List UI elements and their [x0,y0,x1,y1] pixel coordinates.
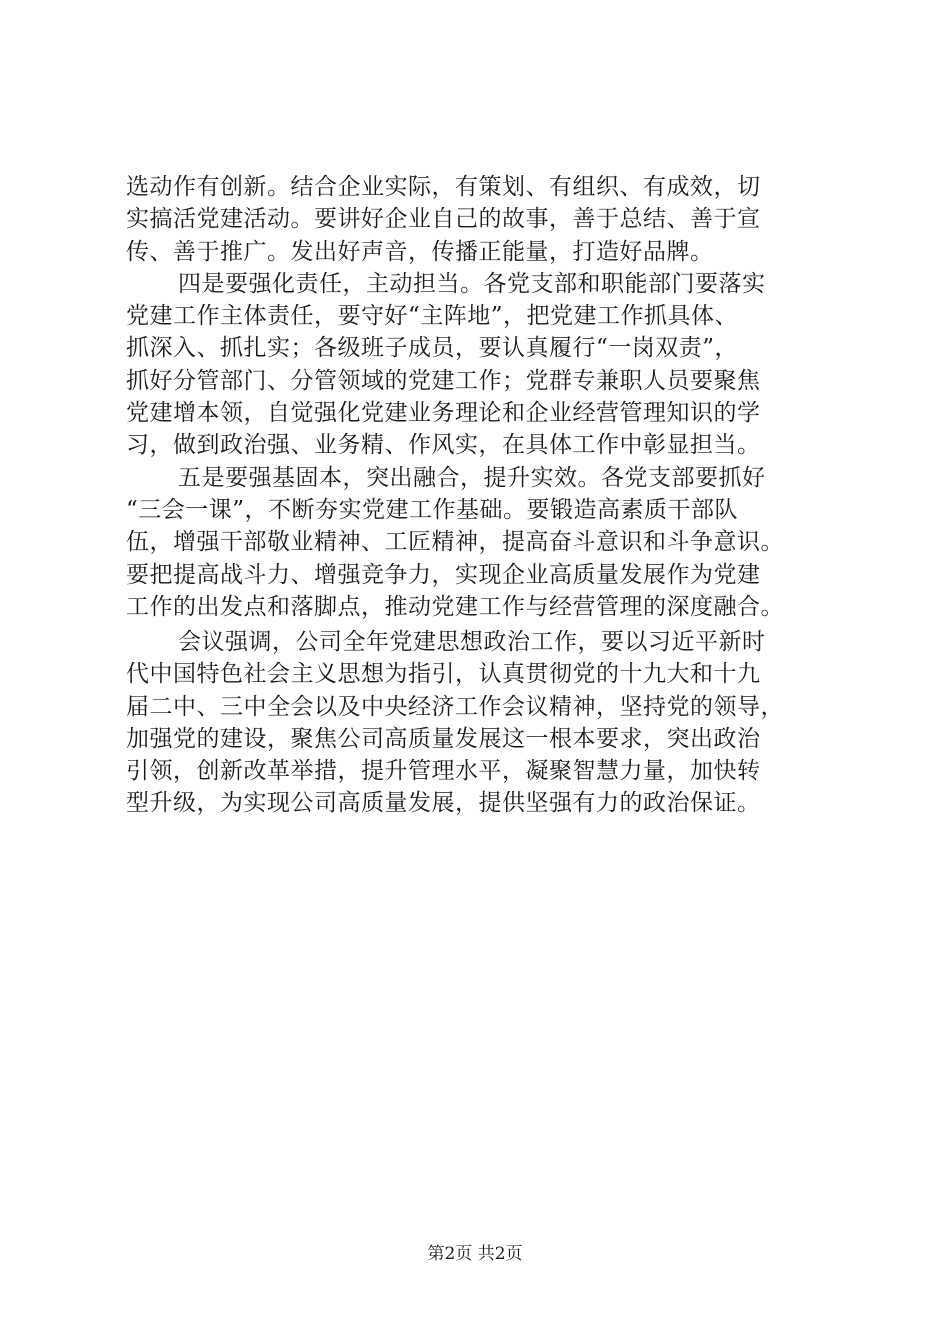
paragraph-line: 选动作有创新。结合企业实际，有策划、有组织、有成效，切 [126,174,761,200]
paragraph-line: 要把提高战斗力、增强竞争力，实现企业高质量发展作为党建 [126,561,761,588]
paragraph-line: 型升级，为实现公司高质量发展，提供坚强有力的政治保证。 [126,790,761,817]
paragraph-line: 五是要强基固本，突出融合，提升实效。各党支部要抓好 [178,464,766,491]
paragraph-line: 代中国特色社会主义思想为指引，认真贯彻党的十九大和十九 [126,661,761,688]
paragraph-line: 加强党的建设，聚焦公司高质量发展这一根本要求，突出政治 [126,725,761,752]
paragraph-line: 引领，创新改革举措，提升管理水平，凝聚智慧力量，加快转 [126,758,761,785]
body-text-block-1 [126,171,846,623]
paragraph-line: 抓深入、抓扎实；各级班子成员，要认真履行“一岗双责”， [126,335,739,362]
paragraph-line: 四是要强化责任，主动担当。各党支部和职能部门要落实 [178,270,766,297]
paragraph-line: 党建工作主体责任，要守好“主阵地”，把党建工作抓具体、 [126,303,739,330]
paragraph-line: 抓好分管部门、分管领域的党建工作；党群专兼职人员要聚焦 [126,367,761,394]
paragraph-line: 习，做到政治强、业务精、作风实，在具体工作中彰显担当。 [126,432,761,459]
paragraph-line: 工作的出发点和落脚点，推动党建工作与经营管理的深度融合。 [126,593,784,620]
paragraph-line: 实搞活党建活动。要讲好企业自己的故事，善于总结、善于宣 [126,206,761,233]
page-number-footer: 第2页 共2页 [427,1244,523,1264]
paragraph-line: 届二中、三中全会以及中央经济工作会议精神，坚持党的领导， [126,693,784,720]
body-text-block-2 [126,626,846,820]
paragraph-line: “三会一课”，不断夯实党建工作基础。要锻造高素质干部队 [126,496,739,523]
paragraph-line: 传、善于推广。发出好声音，传播正能量，打造好品牌。 [126,238,714,265]
paragraph-line: 党建增本领，自觉强化党建业务理论和企业经营管理知识的学 [126,400,761,427]
paragraph-line: 会议强调，公司全年党建思想政治工作，要以习近平新时 [178,629,766,655]
paragraph-line: 伍，增强干部敬业精神、工匠精神，提高奋斗意识和斗争意识。 [126,529,784,556]
